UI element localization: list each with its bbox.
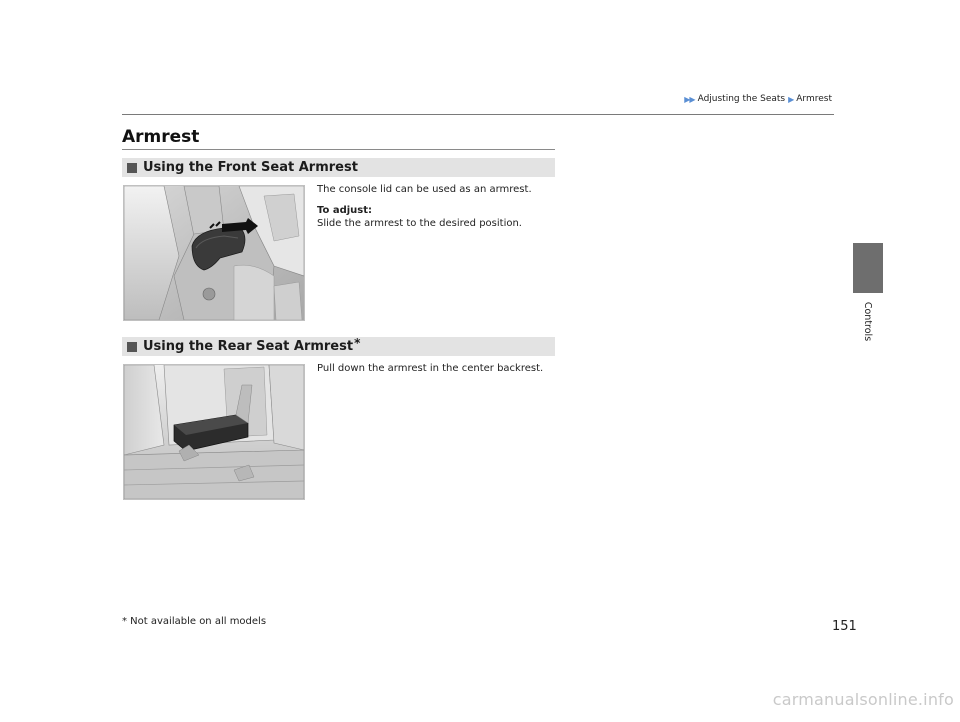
header-divider — [122, 114, 834, 115]
rear-armrest-illustration — [123, 364, 305, 500]
rear-armrest-line: Pull down the armrest in the center backrest. — [317, 363, 544, 374]
chapter-tab-label[interactable] — [851, 298, 885, 344]
page-number: 151 — [832, 619, 857, 634]
chapter-tab-marker — [853, 243, 883, 293]
chapter-tab-text: Controls — [862, 301, 874, 341]
availability-asterisk: * — [354, 335, 361, 350]
adjust-label: To adjust: — [317, 205, 373, 216]
rear-armrest-description — [317, 362, 543, 375]
footnote: * Not available on all models — [122, 616, 267, 627]
rear-armrest-heading — [122, 337, 555, 356]
square-bullet-icon — [127, 342, 137, 352]
rear-armrest-heading-text: Using the Rear Seat Armrest — [143, 339, 354, 354]
breadcrumb-item-adjusting-seats[interactable]: Adjusting the Seats — [697, 94, 786, 104]
front-armrest-illustration — [123, 185, 305, 321]
adjust-instruction: Slide the armrest to the desired position. — [317, 218, 522, 229]
front-armrest-heading — [122, 158, 555, 177]
breadcrumb-item-armrest[interactable]: Armrest — [796, 94, 832, 104]
front-armrest-line1: The console lid can be used as an armrest. — [317, 184, 532, 195]
breadcrumb — [684, 94, 832, 104]
double-arrow-icon: ▶▶ — [684, 94, 695, 104]
arrow-right-icon: ▶ — [788, 94, 794, 104]
front-armrest-heading-text: Using the Front Seat Armrest — [143, 160, 358, 175]
square-bullet-icon — [127, 163, 137, 173]
title-divider — [122, 149, 555, 150]
watermark: carmanualsonline.info — [772, 690, 954, 709]
front-armrest-description — [317, 183, 532, 230]
page-title: Armrest — [122, 127, 200, 147]
